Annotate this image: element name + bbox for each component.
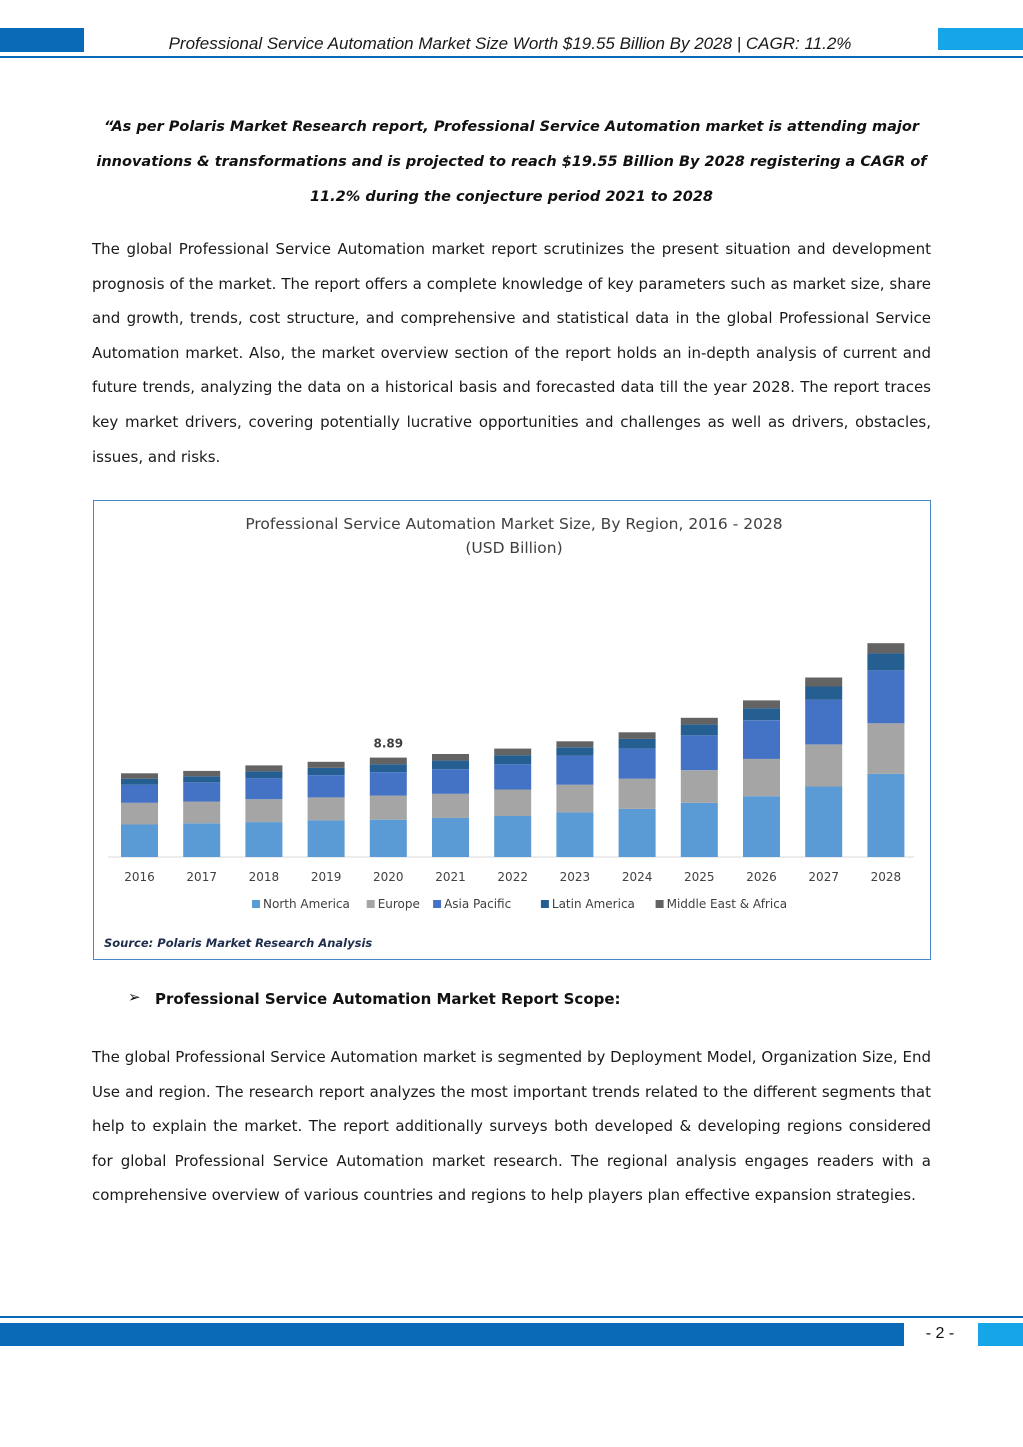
legend-swatch	[252, 900, 260, 908]
bar-segment-europe-2017	[183, 802, 220, 824]
bar-segment-latin-america-2019	[308, 768, 345, 775]
bar-segment-latin-america-2021	[432, 761, 469, 769]
section-heading: Professional Service Automation Market Report Scope:	[155, 990, 621, 1008]
page-number: - 2 -	[925, 1325, 955, 1342]
bar-segment-europe-2024	[619, 779, 656, 809]
data-label-2020: 8.89	[373, 736, 404, 751]
page-header-title: Professional Service Automation Market Size Worth $19.55 Billion By 2028 | CAGR: 11.2%	[168, 34, 852, 53]
bar-segment-middle-east-africa-2027	[805, 678, 842, 687]
x-tick-label: 2020	[373, 870, 404, 884]
legend-swatch	[433, 900, 441, 908]
bar-segment-north-america-2018	[245, 822, 282, 857]
footer-bar	[0, 1323, 904, 1346]
chart-annotations	[373, 737, 403, 751]
bar-segment-asia-pacific-2019	[308, 775, 345, 797]
bar-segment-north-america-2025	[681, 803, 718, 857]
chart-legend	[252, 897, 787, 911]
header-accent-left	[0, 28, 84, 52]
bar-segment-asia-pacific-2027	[805, 700, 842, 745]
bar-segment-asia-pacific-2023	[556, 756, 593, 785]
footer-rule	[0, 1316, 1023, 1318]
x-tick-label: 2028	[870, 870, 902, 884]
bar-segment-asia-pacific-2021	[432, 769, 469, 794]
chart-bars	[121, 643, 904, 857]
bar-segment-north-america-2016	[121, 825, 158, 858]
bar-segment-latin-america-2028	[867, 653, 904, 670]
legend-label: Latin America	[551, 897, 635, 911]
bar-segment-middle-east-africa-2017	[183, 771, 220, 776]
x-tick-label: 2023	[559, 870, 591, 884]
bar-segment-latin-america-2024	[619, 739, 656, 749]
bar-segment-europe-2028	[867, 723, 904, 774]
x-tick-label: 2025	[684, 870, 715, 884]
bar-segment-middle-east-africa-2024	[619, 732, 656, 739]
x-tick-label: 2022	[497, 870, 528, 884]
legend-swatch	[367, 900, 375, 908]
chart-subtitle: (USD Billion)	[465, 539, 563, 557]
scope-paragraph: The global Professional Service Automation market is segmented by Deployment Model, Organization Size, End Use and region. The research report analyzes the most important trends related to the different segments that help to explain the market. The report additionally surveys both developed & developing regions considered for global Professional Service Automation market research. The regional analysis engages readers with a comprehensive overview of various countries and regions to help players plan effective expansion strategies.	[92, 1048, 931, 1205]
bar-segment-europe-2019	[308, 797, 345, 820]
overview-paragraph: The global Professional Service Automation market report scrutinizes the present situation and development prognosis of the market. The report offers a complete knowledge of key parameters such as market size, share and growth, trends, cost structure, and comprehensive and statistical data in the global Professional Service Automation market. Also, the market overview section of the report holds an in-depth analysis of current and future trends, analyzing the data on a historical basis and forecasted data till the year 2028. The report traces key market drivers, covering potentially lucrative opportunities and challenges as well as drivers, obstacles, issues, and risks.	[92, 240, 931, 466]
bar-segment-middle-east-africa-2018	[245, 765, 282, 771]
bar-segment-north-america-2017	[183, 823, 220, 857]
bar-segment-latin-america-2026	[743, 708, 780, 720]
bar-segment-latin-america-2020	[370, 764, 407, 772]
chart-canvas	[94, 501, 929, 958]
x-tick-label: 2026	[746, 870, 777, 884]
bar-segment-north-america-2022	[494, 816, 531, 857]
bar-segment-latin-america-2023	[556, 747, 593, 755]
intro-quote: “As per Polaris Market Research report, Professional Service Automation market is attending major innovations & transformations and is projected to reach $19.55 Billion By 2028 registering a CAGR of 11.2% during the conjecture period 2021 to 2028	[96, 119, 927, 205]
x-tick-label: 2021	[435, 870, 466, 884]
bar-segment-middle-east-africa-2023	[556, 741, 593, 747]
bar-segment-latin-america-2025	[681, 725, 718, 736]
bar-segment-middle-east-africa-2019	[308, 762, 345, 768]
bar-segment-asia-pacific-2016	[121, 785, 158, 803]
bar-segment-latin-america-2027	[805, 687, 842, 700]
bar-segment-middle-east-africa-2016	[121, 773, 158, 778]
x-tick-label: 2017	[186, 870, 217, 884]
legend-label: Middle East & Africa	[666, 897, 788, 911]
bar-segment-north-america-2023	[556, 812, 593, 857]
bar-segment-asia-pacific-2020	[370, 772, 407, 796]
x-tick-label: 2018	[248, 870, 280, 884]
bullet-arrow-icon: ➢	[128, 988, 141, 1006]
bar-segment-asia-pacific-2018	[245, 778, 282, 799]
bar-segment-europe-2016	[121, 803, 158, 825]
bar-segment-latin-america-2016	[121, 779, 158, 785]
x-tick-label: 2027	[808, 870, 839, 884]
bar-segment-middle-east-africa-2020	[370, 758, 407, 765]
bar-segment-europe-2018	[245, 799, 282, 822]
chart-source: Source: Polaris Market Research Analysis	[104, 936, 373, 950]
bar-segment-north-america-2019	[308, 820, 345, 857]
bar-segment-north-america-2028	[867, 774, 904, 857]
bar-segment-europe-2027	[805, 744, 842, 786]
bar-segment-latin-america-2018	[245, 772, 282, 779]
bar-segment-middle-east-africa-2025	[681, 718, 718, 725]
bar-segment-north-america-2026	[743, 796, 780, 857]
bar-segment-asia-pacific-2024	[619, 749, 656, 779]
bar-segment-latin-america-2022	[494, 755, 531, 764]
bar-segment-asia-pacific-2028	[867, 670, 904, 723]
x-tick-label: 2024	[621, 870, 653, 884]
header-accent-right	[938, 28, 1023, 50]
bar-segment-north-america-2020	[370, 820, 407, 857]
market-size-chart	[93, 500, 931, 960]
bar-segment-europe-2022	[494, 790, 531, 817]
bar-segment-asia-pacific-2017	[183, 782, 220, 801]
chart-title: Professional Service Automation Market Size, By Region, 2016 - 2028	[245, 515, 783, 533]
bar-segment-europe-2025	[681, 770, 718, 803]
bar-segment-europe-2026	[743, 759, 780, 796]
bar-segment-middle-east-africa-2022	[494, 749, 531, 756]
chart-x-axis	[124, 870, 901, 884]
legend-label: Asia Pacific	[444, 897, 512, 911]
header-rule	[0, 56, 1023, 58]
bar-segment-europe-2020	[370, 796, 407, 820]
bar-segment-latin-america-2017	[183, 776, 220, 782]
bar-segment-north-america-2021	[432, 818, 469, 857]
bar-segment-europe-2023	[556, 785, 593, 813]
legend-swatch	[541, 900, 549, 908]
legend-label: North America	[263, 897, 350, 911]
bar-segment-middle-east-africa-2028	[867, 643, 904, 653]
x-tick-label: 2016	[124, 870, 155, 884]
legend-label: Europe	[377, 897, 420, 911]
footer-accent-right	[978, 1323, 1023, 1346]
bar-segment-middle-east-africa-2026	[743, 700, 780, 708]
bar-segment-asia-pacific-2025	[681, 735, 718, 770]
bar-segment-europe-2021	[432, 794, 469, 818]
bar-segment-asia-pacific-2026	[743, 720, 780, 759]
x-tick-label: 2019	[310, 870, 342, 884]
bar-segment-asia-pacific-2022	[494, 764, 531, 789]
bar-segment-north-america-2027	[805, 787, 842, 858]
bar-segment-north-america-2024	[619, 809, 656, 857]
legend-swatch	[656, 900, 664, 908]
bar-segment-middle-east-africa-2021	[432, 754, 469, 761]
